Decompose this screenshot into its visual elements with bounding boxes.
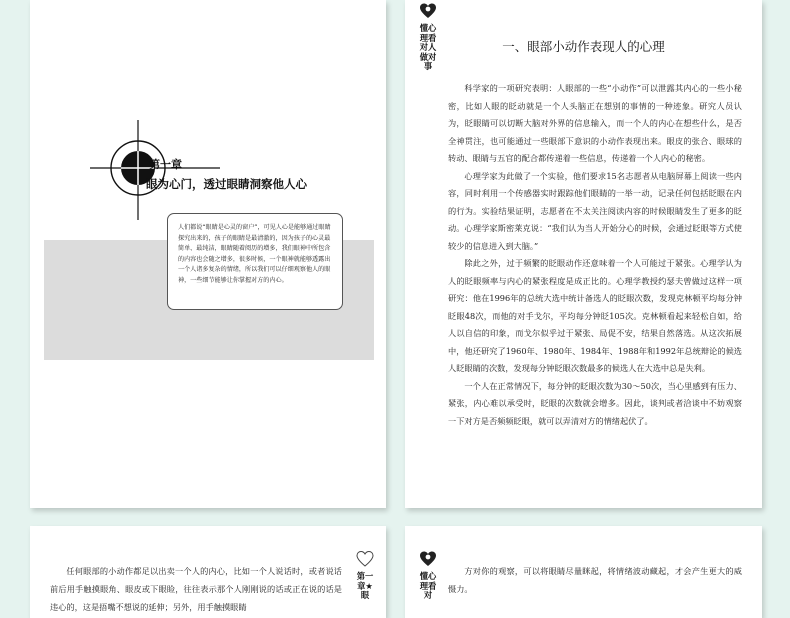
section-page	[405, 0, 762, 508]
section-body	[448, 80, 742, 430]
paragraph: 任何眼部的小动作都足以出卖一个人的内心，比如一个人说话时，或者说话前后用手触摸眼角、眼皮或下眼睑，往往表示那个人刚刚说的话或正在说的话是违心的，这是捂嘴不想说的延伸；另外，用手触摸眼睛	[50, 566, 342, 612]
side-tab-label: 第一章★眼	[356, 571, 374, 600]
paragraph: 除此之外，过于频繁的眨眼动作还意味着一个人可能过于紧张。心理学认为人的眨眼频率与内心的紧张程度是成正比的。心理学教授约瑟夫曾做过这样一项研究：他在1996年的总统大选中统计备选人的眨眼次数，发现克林顿平均每分钟眨眼48次，而他的对手戈尔，平均每分钟眨105次。克林顿看起来轻松自如，给人以自信的印象，而戈尔似乎过于紧张、局促不安，结果自然落选。从这次拓展中，他还研究了1960年、1980年、1984年、1988年和1992年总统辩论的候选人眨眼睛的次数，发现每分钟眨眼次数最多的候选人在大选中总是失利。	[448, 258, 742, 373]
heart-emblem-icon	[419, 550, 437, 568]
side-tab-label: 懂心理看对人做对事	[419, 23, 437, 71]
next-page-right	[405, 526, 762, 618]
side-tab-label: 懂心理看对	[419, 571, 437, 600]
chapter-intro-box	[167, 213, 343, 310]
next-page-left	[30, 526, 386, 618]
paragraph: 一个人在正常情况下，每分钟的眨眼次数为30～50次，当心里感到有压力、紧张，内心难以承受时，眨眼的次数就会增多。因此，谈判或者洽谈中不妨观察一下对方是否频频眨眼，就可以弄清对方的情绪起伏了。	[448, 380, 742, 426]
heart-emblem-icon	[356, 550, 374, 568]
section-heading: 一、眼部小动作表现人的心理	[502, 39, 665, 54]
paragraph: 心理学家为此做了一个实验，他们要求15名志愿者从电脑屏幕上阅读一些内容，同时利用一个传感器实时跟踪他们眼睛的一举一动，记录任何包括眨眼在内的行为。实验结果证明，志愿者在不太关注阅读内容的时候眼睛发生了更多的眨动。心理学家斯密莱克说：“我们认为当人开始分心的时候，会通过眨眼等方式使较少的信息进入到大脑。”	[448, 170, 742, 251]
paragraph: 方对你的观察，可以将眼睛尽量眯起，将情绪波动藏起，才会产生更大的威慑力。	[448, 566, 742, 594]
chapter-title: 眼为心门，透过眼睛洞察他人心	[146, 177, 307, 191]
chapter-intro-text: 人们都说“眼睛是心灵的窗户”，可见人心是能够通过眼睛探究出来的，孩子的眼睛是最清澈的，因为孩子的心灵最简单、最纯洁，眼睛随着阅历的增多，我们眼神中所包含的内容也会随之增多，很多时候，一个眼神就能够透露出一个人诸多复杂的情绪，所以我们可以仔细观察他人的眼神，一些细节能够让你掌握对方的内心。	[178, 224, 331, 284]
chapter-opener-page	[30, 0, 386, 508]
heart-emblem-icon	[419, 2, 437, 20]
chapter-number: 第一章	[149, 158, 182, 171]
paragraph: 科学家的一项研究表明：人眼部的一些“小动作”可以泄露其内心的一些小秘密，比如人眼的眨动就是一个人头脑正在想别的事情的一种迹象。研究人员认为，眨眼睛可以切断大脑对外界的信息输入，而一个人的内心在想些什么，是否全神贯注，也可能通过一些眼部下意识的小动作表现出来。眼皮的张合、眼球的转动、眼睛与五官的配合都传递着一些信息，传递着一个人内心的秘密。	[448, 83, 742, 163]
